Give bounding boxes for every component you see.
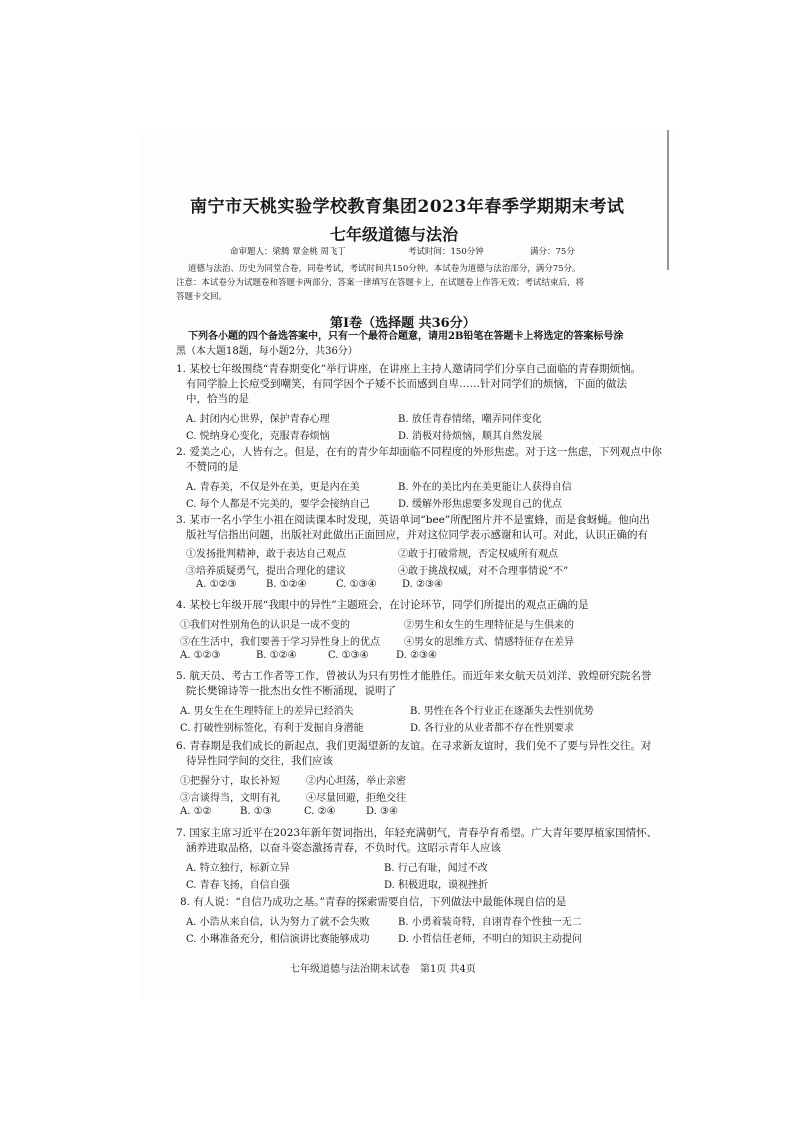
question-line: 2. 爱美之心，人皆有之。但是，在有的青少年却面临不同程度的外形焦虑。对于这一焦虑，下列观点中你 (176, 446, 662, 458)
option-a: A. 封闭内心世界，保护青春心理 (186, 414, 330, 425)
option-c: C. ①③④ (328, 650, 369, 661)
option-d: D. 各行业的从业者都不存在性别要求 (410, 723, 575, 734)
option-d: D. 小哲信任老师，不明白的知识主动提问 (398, 934, 583, 945)
statement: ③培养质疑勇气，提出合理化的建议 (186, 566, 346, 577)
option-a: A. 特立独行，标新立异 (186, 863, 290, 874)
section-title: 第Ⅰ卷（选择题 共36分） (330, 316, 476, 331)
section-instruction-1: 下列各小题的四个备选答案中，只有一个最符合题意，请用2B铅笔在答题卡上将选定的答案标号涂 (188, 331, 624, 342)
statement: ④尽量回避，拒绝交往 (306, 793, 406, 804)
option-b: B. 放任青春情绪，嘲弄同伴变化 (398, 414, 542, 425)
statement: ②内心坦荡，举止亲密 (306, 776, 406, 787)
exam-time: 考试时间：150分钟 (408, 247, 484, 257)
option-d: D. 积极进取，谟视挫折 (384, 880, 489, 891)
statement: ④男女的思维方式、情感特征存在差异 (404, 637, 574, 648)
option-c: C. 打破性别标签化，有利于发掘自身潜能 (180, 723, 364, 734)
scan-edge-mark (667, 130, 669, 270)
statement: ②敢于打破常规，否定权威所有观点 (398, 549, 558, 560)
option-d: D. 缓解外形焦虑要多发现自己的优点 (398, 499, 563, 510)
question-line: 有同学脸上长痘受到嘲笑，有同学因个子矮不长而感到自卑……针对同学们的烦恼，下面的做法 (186, 378, 627, 390)
option-b: B. 行己有耻，闻过不改 (384, 863, 488, 874)
option-d: D. ③④ (366, 806, 398, 817)
option-a: A. 男女生在生理特征上的差异已经消失 (180, 706, 354, 717)
full-score: 满分：75分 (530, 247, 575, 257)
option-c: C. ②④ (304, 806, 336, 817)
option-a: A. 小浩从来自信，认为努力了就不会失败 (186, 917, 370, 928)
page-footer: 七年级道德与法治期末试卷 第1页 共4页 (290, 964, 476, 975)
option-b: B. ①②④ (256, 650, 297, 661)
option-b: B. 外在的美比内在美更能让人获得自信 (398, 482, 572, 493)
option-b: B. 小勇着装奇特，自诩青春个性独一无二 (398, 917, 582, 928)
statement: ③言谈得当，文明有礼 (180, 793, 280, 804)
section-instruction-2: 黑（本大题18题，每小题2分，共36分） (176, 346, 358, 357)
option-d: D. ②③④ (396, 650, 437, 661)
option-c: C. 小琳准备充分，相信演讲比赛能够成功 (186, 934, 370, 945)
statement: ③在生活中，我们要善于学习异性身上的优点 (180, 637, 380, 648)
statement: ①我们对性别角色的认识是一成不变的 (180, 620, 350, 631)
question-line: 4. 某校七年级开展“我眼中的异性”主题班会，在讨论环节，同学们所提出的观点正确的是 (176, 599, 589, 611)
question-line: 涵养进取品格，以奋斗姿态激扬青春，不负时代。这昭示青年人应该 (186, 842, 501, 854)
option-d: D. 消极对待烦恼，顺其自然发展 (398, 431, 543, 442)
intro-line-1: 道德与法治、历史为同堂合卷，同卷考试，考试时间共150分钟。本试卷为道德与法治部分，满分75分。 (188, 264, 581, 274)
statement: ①发扬批判精神，敢于表达自己观点 (186, 549, 346, 560)
intro-line-2: 注意：本试卷分为试题卷和答题卡两部分，答案一律填写在答题卡上，在试题卷上作答无效；考试结束后，将 (176, 278, 585, 288)
question-line: 1. 某校七年级围绕“青春期变化”举行讲座，在讲座上主持人邀请同学们分享自己面临的青春期烦恼。 (176, 363, 642, 375)
question-line: 8. 有人说：“自信乃成功之基。”青春的探索需要自信，下列做法中最能体现自信的是 (180, 896, 567, 908)
option-c: C. 每个人都是不完美的，要学会接纳自己 (186, 499, 370, 510)
question-line: 6. 青春期是我们成长的新起点，我们更渴望新的友谊。在寻求新友谊时，我们免不了要与异性交往。对 (176, 740, 652, 752)
option-a: A. ①②③ (196, 579, 237, 590)
question-line: 待异性同学间的交往，我们应该 (186, 755, 333, 767)
question-line: 7. 国家主席习近平在2023年新年贺词指出，年轻充满朝气，青春孕育希望。广大青年要厚植家国情怀、 (176, 827, 658, 839)
question-line: 5. 航天员、考古工作者等工作，曾被认为只有男性才能胜任。而近年来女航天员刘洋、敦煌研究院名誉 (176, 670, 652, 682)
page-title: 南宁市天桃实验学校教育集团2023年春季学期期末考试 (190, 197, 625, 217)
option-a: A. 青春美，不仅是外在美，更是内在美 (186, 482, 360, 493)
question-line: 中，恰当的是 (186, 393, 249, 405)
statement: ①把握分寸，取长补短 (180, 776, 280, 787)
intro-line-3: 答题卡交回。 (176, 292, 228, 302)
option-c: C. 青春飞扬，自信自强 (186, 880, 290, 891)
option-a: A. ①② (180, 806, 212, 817)
page-subtitle: 七年级道德与法治 (330, 225, 459, 244)
option-d: D. ②③④ (402, 579, 443, 590)
option-c: C. ①③④ (336, 579, 377, 590)
exam-page (140, 130, 680, 1000)
option-b: B. ①②④ (266, 579, 307, 590)
option-b: B. ①③ (240, 806, 272, 817)
question-line: 3. 某市一名小学生小祖在阅读课本时发现，英语单词“bee”所配图片并不是蜜蜂，而是食蚜蝇。他向出 (176, 514, 650, 526)
statement: ②男生和女生的生理特征是与生俱来的 (404, 620, 574, 631)
option-b: B. 男性在各个行业正在逐渐失去性别优势 (410, 706, 594, 717)
authors-line: 命审题人：梁腾 覃金桃 周飞丁 (230, 247, 346, 257)
option-c: C. 悦纳身心变化，克服青春烦恼 (186, 431, 330, 442)
question-line: 院长樊锦诗等一批杰出女性不断涌现，说明了 (186, 685, 396, 697)
statement: ④敢于挑战权威，对不合理事情说“不” (398, 566, 569, 577)
question-line: 版社写信指出问题，出版社对此做出正面回应，并对这位同学表示感谢和认可。对此，认识正确的有 (186, 529, 648, 541)
question-line: 不赞同的是 (186, 461, 239, 473)
option-a: A. ①②③ (180, 650, 221, 661)
